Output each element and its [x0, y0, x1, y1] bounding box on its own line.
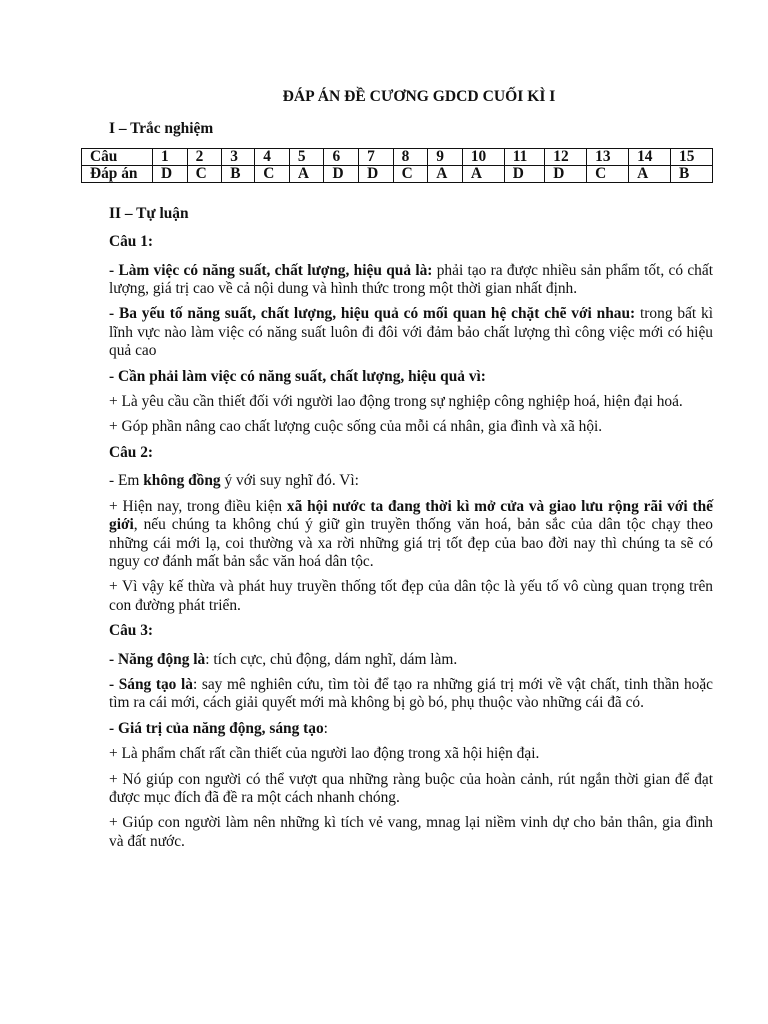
answer-cell: C: [393, 165, 428, 182]
answer-cell: C: [587, 165, 629, 182]
q3-value-term: - Giá trị của năng động, sáng tạo: [109, 719, 324, 737]
q1-paragraph-definition: [109, 262, 713, 299]
q3-creative-term: - Sáng tạo là: [109, 675, 193, 693]
q2-argument-suffix: , nếu chúng ta không chú ý giữ gìn truyền thống văn hoá, bản sắc của dân tộc chạy theo những cái mới lạ, coi thường và xa rời những giá trị tốt đẹp của bao đời nay thì chúng ta sẽ có nguy cơ đánh mất bản sắc văn hoá dân tộc.: [109, 516, 713, 570]
question-number-cell: 10: [462, 148, 504, 165]
q3-value-1: + Là phẩm chất rất cần thiết của người lao động trong xã hội hiện đại.: [109, 745, 540, 763]
q1-paragraph-relationship: [109, 305, 713, 360]
q1-reason-2: + Góp phần nâng cao chất lượng cuộc sống của mỗi cá nhân, gia đình và xã hội.: [109, 418, 603, 436]
q3-value-3: + Giúp con người làm nên những kì tích vẻ vang, mnag lại niềm vinh dự cho bản thân, gia đình và đất nước.: [109, 814, 713, 850]
q3-dynamic-term: - Năng động là: [109, 650, 206, 668]
answer-cell: A: [629, 165, 671, 182]
q2-paragraph-conclusion: + Vì vậy kế thừa và phát huy truyền thống tốt đẹp của dân tộc là yếu tố vô cùng quan trọng trên con đường phát triển.: [109, 578, 713, 614]
q3-dynamic-text: : tích cực, chủ động, dám nghĩ, dám làm.: [205, 650, 458, 668]
q3-paragraph-value-heading: [109, 720, 713, 738]
q3-paragraph-creative: [109, 676, 713, 713]
q2-opinion-prefix: - Em: [109, 472, 144, 490]
answer-cell: D: [153, 165, 188, 182]
q1-definition-text: phải tạo ra được nhiều sản phẩm tốt, có chất lượng, giá trị cao về cả nội dung và hình thức trong một thời gian nhất định.: [109, 261, 713, 298]
answer-table: [81, 148, 713, 183]
q3-value-2: + Nó giúp con người có thể vượt qua những ràng buộc của hoàn cảnh, rút ngắn thời gian để đạt được mục đích đã đề ra một cách nhanh chóng.: [109, 770, 713, 806]
question-number-cell: 4: [255, 148, 290, 165]
answer-cell: A: [289, 165, 324, 182]
question-number-cell: 12: [545, 148, 587, 165]
question-1-label: Câu 1:: [109, 233, 154, 251]
row-header-question: Câu: [82, 148, 153, 165]
answer-cell: B: [222, 165, 255, 182]
answer-cell: D: [359, 165, 394, 182]
answer-cell: A: [462, 165, 504, 182]
q2-opinion-suffix: ý với suy nghĩ đó. Vì:: [220, 472, 359, 490]
answer-cell: D: [324, 165, 359, 182]
question-number-cell: 11: [504, 148, 544, 165]
question-number-cell: 2: [187, 148, 222, 165]
answer-cell: D: [545, 165, 587, 182]
question-number-cell: 6: [324, 148, 359, 165]
q3-creative-text: : say mê nghiên cứu, tìm tòi để tạo ra những giá trị mới về vật chất, tinh thần hoặc tìm ra cái mới, cách giải quyết mới mà không bị gò bó, phụ thuộc vào những cái đã có.: [109, 675, 714, 712]
document-title: ĐÁP ÁN ĐỀ CƯƠNG GDCD CUỐI KÌ I: [282, 88, 556, 105]
question-number-cell: 13: [587, 148, 629, 165]
question-number-cell: 8: [393, 148, 428, 165]
question-number-cell: 7: [359, 148, 394, 165]
question-3-label: Câu 3:: [109, 622, 154, 640]
section-heading-essay: II – Tự luận: [109, 204, 189, 222]
question-number-cell: 14: [629, 148, 671, 165]
q3-value-colon: :: [323, 719, 328, 737]
answer-cell: C: [255, 165, 290, 182]
row-header-answer: Đáp án: [82, 165, 153, 182]
q1-relationship-text: trong bất kì lĩnh vực nào làm việc có năng suất luôn đi đôi với đảm bảo chất lượng thì công việc mới có hiệu quả cao: [109, 305, 713, 360]
q2-paragraph-argument: [109, 498, 713, 572]
q1-definition-term: - Làm việc có năng suất, chất lượng, hiệu quả là:: [109, 261, 433, 279]
question-2-label: Câu 2:: [109, 443, 154, 461]
question-number-cell: 5: [289, 148, 324, 165]
question-number-cell: 9: [428, 148, 463, 165]
answer-cell: A: [428, 165, 463, 182]
q2-argument-bold: xã hội nước ta đang thời kì mở cửa và giao lưu rộng rãi với thế giới: [109, 497, 713, 534]
q2-opinion-bold: không đồng: [143, 472, 221, 490]
question-number-cell: 1: [153, 148, 188, 165]
table-row-answers: [82, 165, 713, 182]
q1-paragraph-reason-heading: [109, 368, 713, 386]
q2-paragraph-opinion: [109, 472, 713, 490]
question-number-cell: 15: [671, 148, 713, 165]
answer-cell: B: [671, 165, 713, 182]
document-page: [90, 88, 714, 858]
q3-paragraph-dynamic: [109, 651, 713, 669]
table-row-questions: [82, 148, 713, 165]
q2-argument-prefix: + Hiện nay, trong điều kiện: [109, 497, 287, 515]
answer-cell: C: [187, 165, 222, 182]
q1-reason-term: - Cần phải làm việc có năng suất, chất lượng, hiệu quả vì:: [109, 367, 486, 385]
section-heading-multiple-choice: I – Trắc nghiệm: [109, 120, 214, 138]
q1-relationship-term: - Ba yếu tố năng suất, chất lượng, hiệu quả có mối quan hệ chặt chẽ với nhau:: [109, 305, 636, 323]
q1-reason-1: + Là yêu cầu cần thiết đối với người lao động trong sự nghiệp công nghiệp hoá, hiện đại hoá.: [109, 393, 683, 411]
answer-cell: D: [504, 165, 544, 182]
question-number-cell: 3: [222, 148, 255, 165]
